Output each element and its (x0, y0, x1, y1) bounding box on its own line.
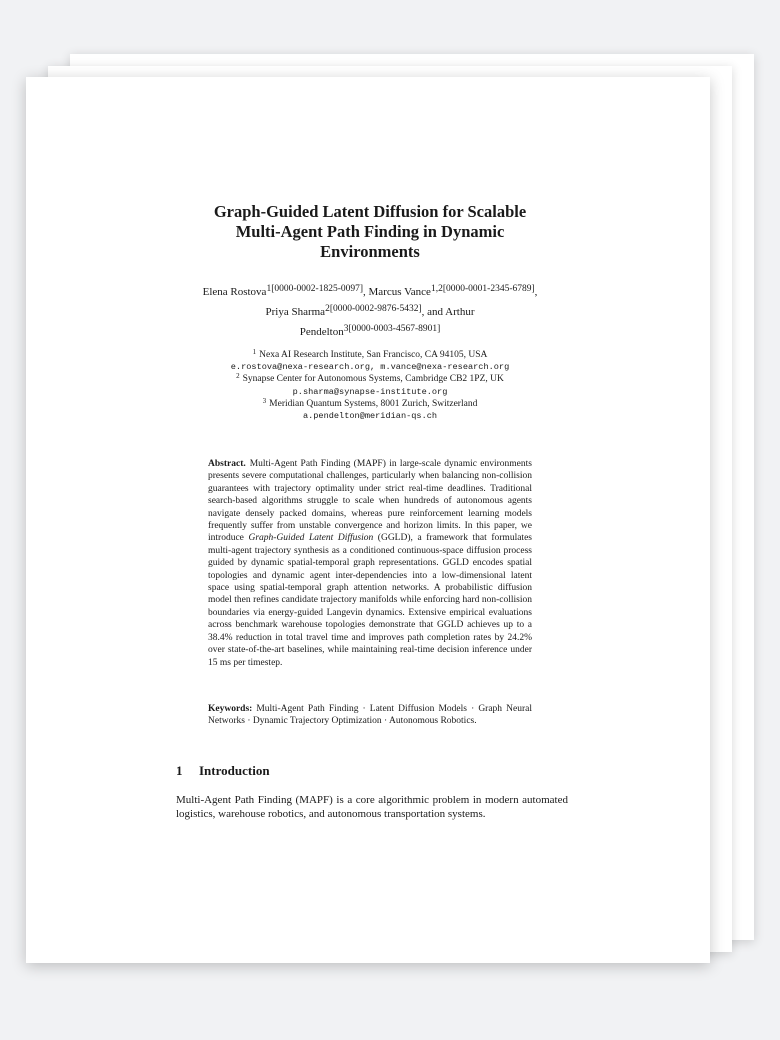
affiliation-text: Meridian Quantum Systems, 8001 Zurich, Switzerland (269, 398, 478, 409)
author-affiliation-marker: 1,2 (430, 284, 443, 294)
section-heading (176, 763, 270, 779)
author-list (166, 282, 574, 342)
section-title: Introduction (199, 763, 270, 778)
keywords (208, 703, 532, 728)
author-orcid: [0000-0002-9876-5432] (329, 304, 422, 314)
affiliation-list (166, 349, 574, 422)
affiliation-text: Nexa AI Research Institute, San Francisco, CA 94105, USA (259, 350, 488, 360)
abstract-label: Abstract. (208, 459, 246, 469)
author-orcid: [0000-0002-1825-0097] (271, 284, 364, 294)
abstract (208, 458, 532, 669)
author-orcid: [0000-0001-2345-6789] (442, 284, 535, 294)
affiliation-number: 1 (252, 348, 257, 356)
author-affiliation-marker: 1 (266, 284, 272, 294)
paper-page (26, 77, 710, 963)
author-orcid: [0000-0003-4567-8901] (348, 324, 441, 334)
author-affiliation-marker: 3 (343, 324, 349, 334)
author-line (166, 322, 574, 342)
author-affiliation-marker: 2 (325, 304, 330, 314)
keywords-text: Multi-Agent Path Finding · Latent Diffusion Models · Graph Neural Networks · Dynamic Trajectory Optimization · Autonomous Robotics. (208, 704, 532, 727)
author-name: Elena Rostova (202, 286, 267, 298)
abstract-emphasis: Graph-Guided Latent Diffusion (248, 533, 374, 544)
section-body (176, 793, 568, 821)
affiliation-item (166, 373, 574, 385)
abstract-text-continued: (GGLD), a framework that formulates multi-agent trajectory synthesis as a conditioned continuous-space diffusion process guided by dynamic spatial-temporal graph representations. GGLD encodes spatial topologies and dynamic agent inter-dependencies into a low-dimensional latent space using spatial-temporal graph attention networks. A probabilistic diffusion model then refines candidate trajectory manifolds while enforcing hard non-collision boundaries via energy-guided Langevin dynamics. Extensive empirical evaluations across benchmark warehouse topologies demonstrate that GGLD achieves up to a 38.4% reduction in total travel time and improves path completion rates by 24.2% over state-of-the-art baselines, while maintaining real-time decision inference under 15 ms per timestep. (208, 533, 532, 668)
author-name: Marcus Vance (368, 286, 431, 298)
affiliation-text: Synapse Center for Autonomous Systems, Cambridge CB2 1PZ, UK (242, 374, 504, 385)
affiliation-emails: p.sharma@synapse-institute.org (292, 386, 448, 397)
author-line (166, 282, 574, 302)
body-paragraph: Multi-Agent Path Finding (MAPF) is a core algorithmic problem in modern automated logistics, warehouse robotics, and autonomous transportation systems. (176, 794, 568, 820)
title-line: Multi-Agent Path Finding in Dynamic (235, 222, 505, 241)
author-name: Priya Sharma (265, 306, 326, 318)
author-name: Pendelton (299, 326, 344, 338)
affiliation-emails: e.rostova@nexa-research.org, m.vance@nexa-research.org (230, 362, 510, 373)
affiliation-item (166, 349, 574, 361)
title-line: Graph-Guided Latent Diffusion for Scalable (213, 202, 527, 221)
affiliation-number: 3 (262, 396, 267, 405)
keywords-label: Keywords: (208, 704, 253, 714)
affiliation-number: 2 (236, 372, 240, 381)
author-separator: , (363, 286, 366, 298)
title-line: Environments (320, 242, 420, 261)
affiliation-emails: a.pendelton@meridian-qs.ch (302, 411, 438, 422)
affiliation-item (166, 398, 574, 410)
paper-title (176, 202, 564, 262)
author-separator: , and Arthur (421, 306, 475, 318)
author-line (166, 302, 574, 322)
section-number: 1 (176, 763, 183, 778)
abstract-text: Multi-Agent Path Finding (MAPF) in large-scale dynamic environments presents severe computational challenges, particularly when balancing non-collision guarantees with trajectory optimality under strict real-time deadlines. Traditional search-based algorithms struggle to scale when hundreds of autonomous agents navigate densely packed domains, whereas pure reinforcement learning models frequently suffer from unstable convergence and horizon limits. In this paper, we introduce (208, 459, 532, 544)
author-separator: , (534, 286, 538, 298)
